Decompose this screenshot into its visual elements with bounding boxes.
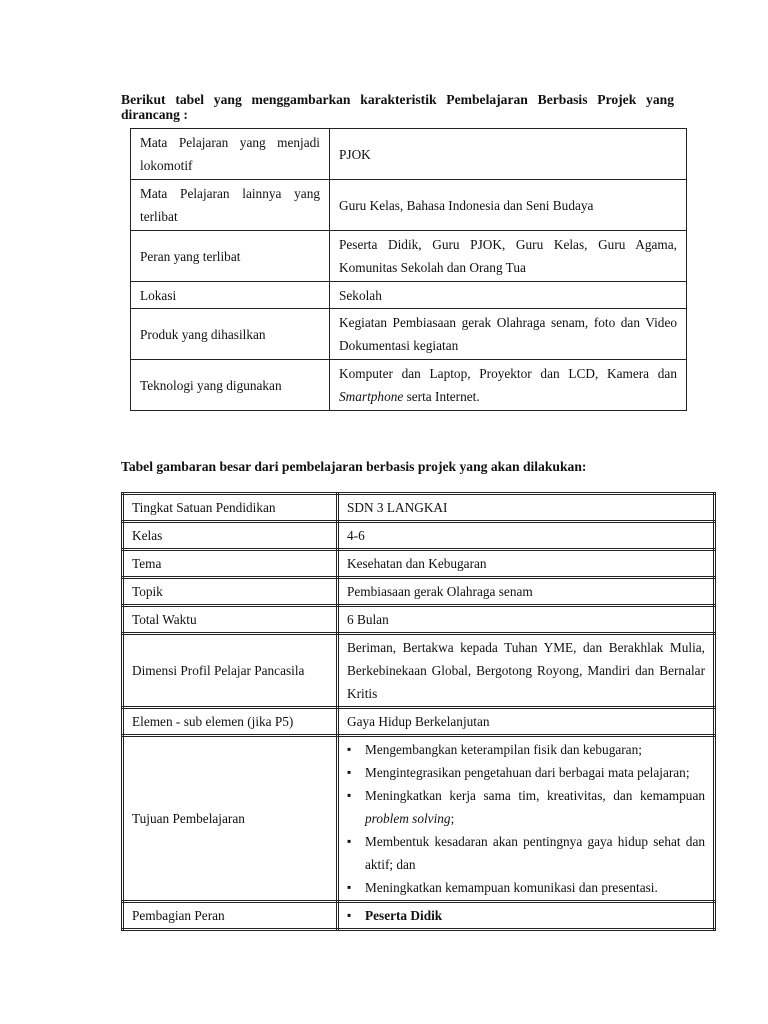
table-row	[123, 708, 715, 736]
row-label: Produk yang dihasilkan	[131, 309, 330, 360]
item-text: Meningkatkan kerja sama tim, kreativitas, dan kemampuan	[365, 788, 705, 803]
row-label: Kelas	[123, 522, 338, 550]
list-item: ▪ Mengembangkan keterampilan fisik dan kebugaran;	[347, 738, 705, 761]
table-row	[123, 902, 715, 930]
row-value: 6 Bulan	[338, 606, 715, 634]
table-row	[123, 736, 715, 902]
intro-paragraph: Berikut tabel yang menggambarkan karakteristik Pembelajaran Berbasis Projek yang dirancang :	[121, 92, 674, 122]
row-value: Kegiatan Pembiasaan gerak Olahraga senam, foto dan Video Dokumentasi kegiatan	[330, 309, 687, 360]
table-row	[131, 309, 687, 360]
table-row	[123, 634, 715, 708]
row-value: Peserta Didik, Guru PJOK, Guru Kelas, Guru Agama, Komunitas Sekolah dan Orang Tua	[330, 231, 687, 282]
value-text: Komputer dan Laptop, Proyektor dan LCD, Kamera dan	[339, 366, 677, 381]
row-label: Tema	[123, 550, 338, 578]
table-row	[131, 180, 687, 231]
row-value: Gaya Hidup Berkelanjutan	[338, 708, 715, 736]
item-italic: problem solving	[365, 811, 451, 826]
row-value: PJOK	[330, 129, 687, 180]
objectives-list	[347, 738, 705, 899]
row-value: Guru Kelas, Bahasa Indonesia dan Seni Budaya	[330, 180, 687, 231]
table-row	[131, 360, 687, 411]
row-label: Lokasi	[131, 282, 330, 309]
table-row	[131, 282, 687, 309]
row-label: Pembagian Peran	[123, 902, 338, 930]
row-label: Tingkat Satuan Pendidikan	[123, 494, 338, 522]
table-row	[123, 522, 715, 550]
list-item: ▪ Peserta Didik	[347, 904, 705, 927]
row-label: Elemen - sub elemen (jika P5)	[123, 708, 338, 736]
row-value: Kesehatan dan Kebugaran	[338, 550, 715, 578]
list-item: ▪ Membentuk kesadaran akan pentingnya gaya hidup sehat dan aktif; dan	[347, 830, 705, 876]
table-row	[123, 550, 715, 578]
row-value: SDN 3 LANGKAI	[338, 494, 715, 522]
row-value: Sekolah	[330, 282, 687, 309]
row-label: Total Waktu	[123, 606, 338, 634]
item-tail: ;	[450, 811, 455, 826]
value-tail: serta Internet.	[403, 389, 480, 404]
row-label: Mata Pelajaran lainnya yang terlibat	[131, 180, 330, 231]
row-label: Topik	[123, 578, 338, 606]
project-characteristics-table	[130, 128, 687, 411]
list-item: ▪ Meningkatkan kemampuan komunikasi dan presentasi.	[347, 876, 705, 899]
row-value: Beriman, Bertakwa kepada Tuhan YME, dan Berakhlak Mulia, Berkebinekaan Global, Bergotong Royong, Mandiri dan Bernalar Kritis	[338, 634, 715, 708]
row-label: Teknologi yang digunakan	[131, 360, 330, 411]
row-value: Pembiasaan gerak Olahraga senam	[338, 578, 715, 606]
table-row	[123, 578, 715, 606]
roles-list	[347, 904, 705, 927]
table-row	[131, 231, 687, 282]
section-heading: Tabel gambaran besar dari pembelajaran berbasis projek yang akan dilakukan:	[121, 459, 587, 474]
table-row	[131, 129, 687, 180]
table-row	[123, 606, 715, 634]
row-label: Dimensi Profil Pelajar Pancasila	[123, 634, 338, 708]
row-label: Tujuan Pembelajaran	[123, 736, 338, 902]
list-item: ▪ Mengintegrasikan pengetahuan dari berbagai mata pelajaran;	[347, 761, 705, 784]
row-label: Mata Pelajaran yang menjadi lokomotif	[131, 129, 330, 180]
row-value: 4-6	[338, 522, 715, 550]
row-value	[338, 902, 715, 930]
row-value	[338, 736, 715, 902]
project-overview-table	[121, 492, 716, 931]
table-row	[123, 494, 715, 522]
row-label: Peran yang terlibat	[131, 231, 330, 282]
value-italic: Smartphone	[339, 389, 404, 404]
list-item	[347, 784, 705, 830]
row-value	[330, 360, 687, 411]
